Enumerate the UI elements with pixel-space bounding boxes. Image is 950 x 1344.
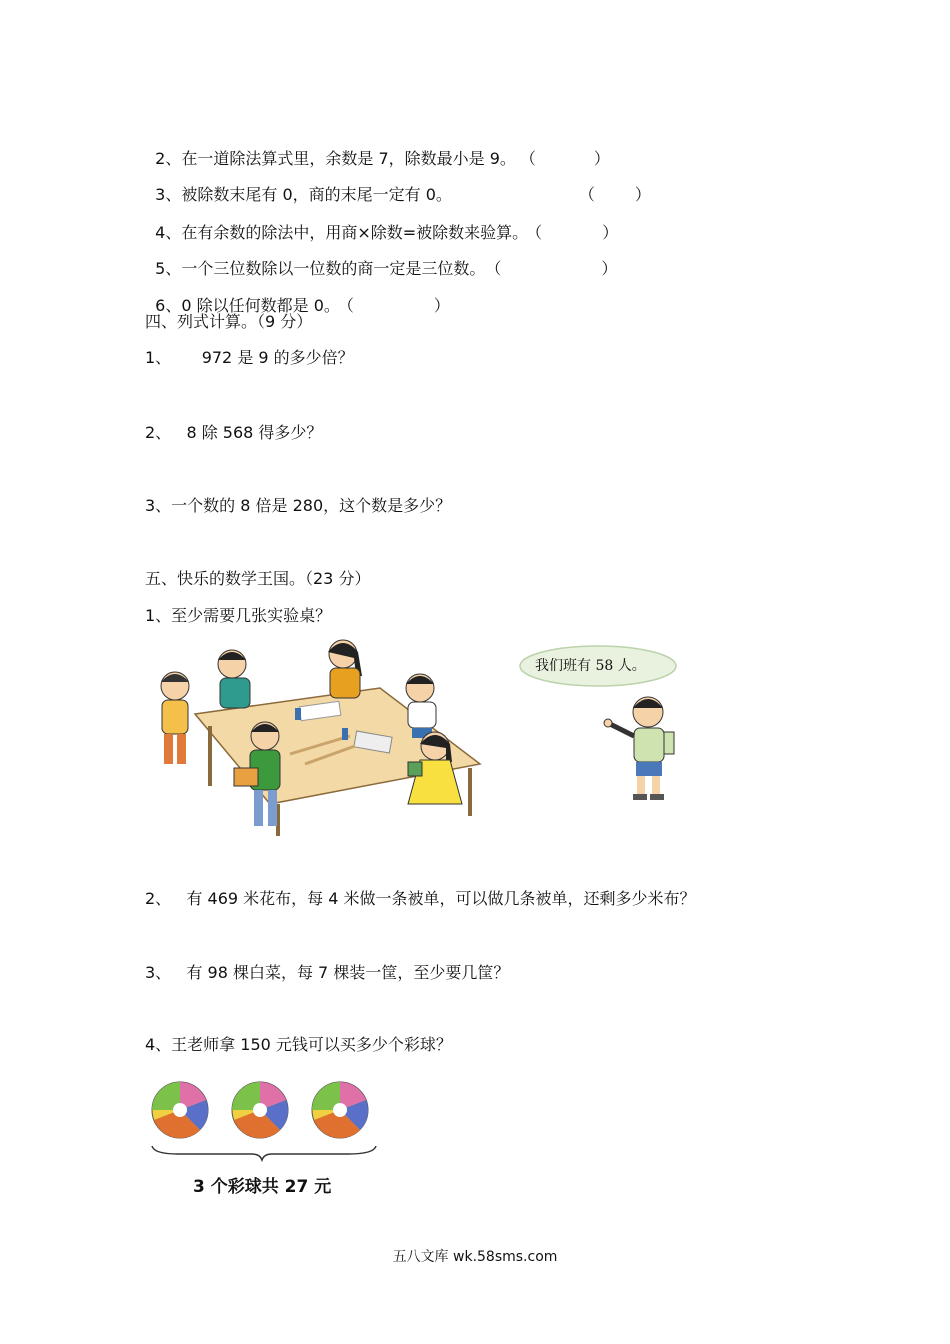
- judge-q5-close: ）: [601, 259, 618, 278]
- section5-title: 五、快乐的数学王国。（23 分）: [145, 569, 371, 588]
- section5-q2: 2、 有 469 米花布，每 4 米做一条被单，可以做几条被单，还剩多少米布？: [145, 889, 696, 908]
- judge-q4-open: （: [534, 223, 543, 242]
- section4-q1: 1、 972 是 9 的多少倍？: [145, 348, 354, 367]
- section4-q2: 2、 8 除 568 得多少？: [145, 423, 323, 442]
- section5-q4: 4、王老师拿 150 元钱可以买多少个彩球？: [145, 1035, 452, 1054]
- judge-q2-text: 2、在一道除法算式里，余数是 7，除数最小是 9。: [155, 149, 516, 168]
- judge-q6-close: ）: [433, 296, 450, 315]
- balls-caption: 3 个彩球共 27 元: [193, 1177, 332, 1197]
- section4-q3: 3、一个数的 8 倍是 280，这个数是多少？: [145, 496, 452, 515]
- judge-q5-open: （: [493, 259, 502, 278]
- colored-balls-illustration: [148, 1076, 384, 1162]
- judge-q2-close: ）: [593, 149, 610, 168]
- judge-q3-open: （: [586, 185, 595, 204]
- judge-q6-open: （: [345, 296, 354, 315]
- section5-q3: 3、 有 98 棵白菜，每 7 棵装一筐，至少要几筐？: [145, 963, 510, 982]
- section4-title: 四、列式计算。（9 分）: [145, 312, 313, 331]
- judge-q3-text: 3、被除数末尾有 0，商的末尾一定有 0。: [155, 185, 452, 204]
- judge-q6-text: 6、0 除以任何数都是 0。: [155, 296, 340, 315]
- judge-q3-close: ）: [634, 185, 651, 204]
- section5-q1: 1、至少需要几张实验桌？: [145, 606, 332, 625]
- footer-watermark: 五八文库 wk.58sms.com: [392, 1249, 558, 1265]
- judge-q5-text: 5、一个三位数除以一位数的商一定是三位数。: [155, 259, 486, 278]
- speech-bubble-text: 我们班有 58 人。: [535, 658, 646, 674]
- judge-q4-text: 4、在有余数的除法中，用商×除数=被除数来验算。: [155, 223, 529, 242]
- judge-q2-open: （: [527, 149, 536, 168]
- judge-q4-close: ）: [602, 223, 619, 242]
- lab-table-illustration: [150, 636, 490, 836]
